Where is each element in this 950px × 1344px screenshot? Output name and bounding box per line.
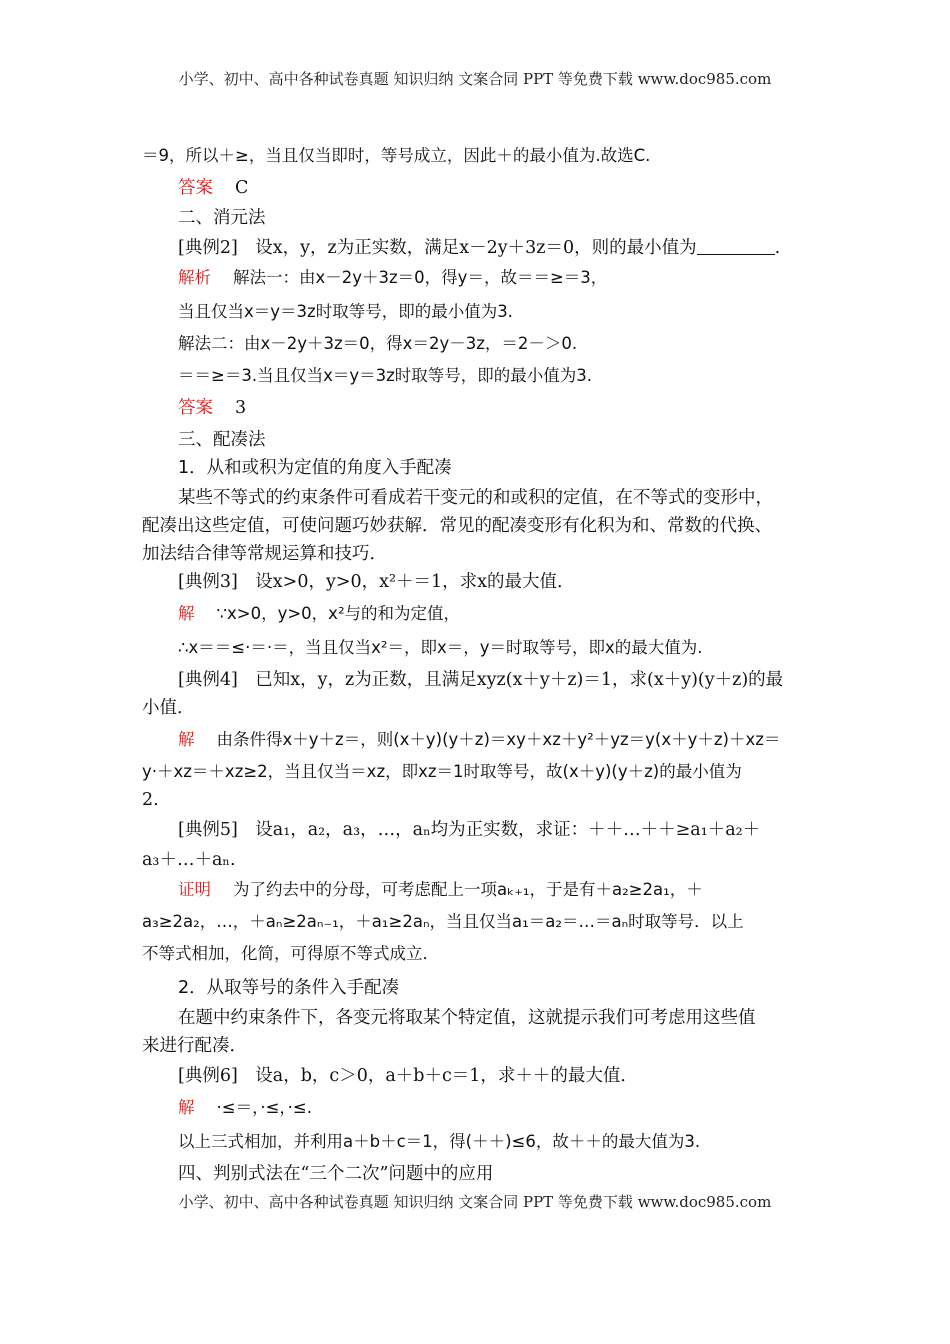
- solution-line: [178, 602, 820, 626]
- answer-line: [178, 396, 820, 420]
- section-heading: 三、配凑法: [178, 430, 266, 450]
- solution-label: 解: [178, 730, 195, 749]
- solution-text: ·≤＝，·≤，·≤.: [216, 1098, 312, 1117]
- answer-blank: [697, 238, 775, 255]
- example-line: 小值．: [142, 698, 195, 718]
- text-line: 以上三式相加，并利用a＋b＋c＝1，得(＋＋)≤6，故＋＋的最大值为3.: [178, 1132, 701, 1151]
- example-line: [典例4] 已知x，y，z为正数，且满足xyz(x＋y＋z)＝1，求(x＋y)(y＋z)的最: [178, 670, 784, 690]
- text-line: y·＋xz＝＋xz≥2，当且仅当＝xz，即xz＝1时取等号，故(x＋y)(y＋z)的最小值为: [142, 762, 742, 781]
- example-text: [典例2] 设x，y，z为正实数，满足x－2y＋3z＝0，则的最小值为: [178, 238, 697, 258]
- text-line: ＝＝≥＝3.当且仅当x＝y＝3z时取等号，即的最小值为3.: [178, 366, 592, 385]
- text-line: 当且仅当x＝y＝3z时取等号，即的最小值为3.: [178, 302, 513, 321]
- proof-text: 为了约去中的分母，可考虑配上一项aₖ₊₁，于是有＋a₂≥2a₁，＋: [233, 880, 703, 899]
- answer-value: 3: [235, 398, 247, 418]
- proof-label: 证明: [178, 880, 211, 899]
- subsection-heading: 1．从和或积为定值的角度入手配凑: [178, 458, 452, 478]
- answer-line: [178, 176, 820, 200]
- paragraph-line: 来进行配凑．: [142, 1036, 247, 1056]
- text-line: 2.: [142, 790, 159, 810]
- solution-text: 由条件得x＋y＋z＝，则(x＋y)(y＋z)＝xy＋xz＋y²＋yz＝y(x＋y＋z)＋xz＝: [216, 730, 781, 749]
- analysis-label: 解析: [178, 268, 211, 287]
- example-line: a₃＋…＋aₙ.: [142, 850, 236, 870]
- proof-line: [178, 878, 820, 902]
- example-line: [典例6] 设a，b，c＞0，a＋b＋c＝1，求＋＋的最大值．: [178, 1066, 638, 1086]
- example-line: [178, 236, 820, 260]
- text-line: ＝9，所以＋≥，当且仅当即时，等号成立，因此＋的最小值为.故选C.: [142, 146, 651, 165]
- page-header: 小学、初中、高中各种试卷真题 知识归纳 文案合同 PPT 等免费下载 www.doc985.com: [178, 70, 772, 88]
- example-line: [典例5] 设a₁，a₂，a₃，…，aₙ均为正实数，求证：＋＋…＋＋≥a₁＋a₂＋: [178, 820, 761, 840]
- analysis-text: 解法一：由x－2y＋3z＝0，得y＝，故＝＝≥＝3，: [233, 268, 608, 287]
- text-line: 不等式相加，化简，可得原不等式成立．: [142, 944, 439, 963]
- answer-value: C: [235, 178, 249, 198]
- text-line: 解法二：由x－2y＋3z＝0，得x＝2y－3z，＝2－＞0.: [178, 334, 578, 353]
- example-end: .: [774, 238, 781, 258]
- solution-line: [178, 1096, 820, 1120]
- analysis-line: [178, 266, 820, 290]
- answer-label: 答案: [178, 398, 213, 418]
- paragraph-line: 在题中约束条件下，各变元将取某个特定值，这就提示我们可考虑用这些值: [178, 1008, 756, 1028]
- solution-label: 解: [178, 604, 195, 623]
- answer-label: 答案: [178, 178, 213, 198]
- section-heading: 二、消元法: [178, 208, 266, 228]
- example-line: [典例3] 设x>0，y>0，x²＋＝1，求x的最大值．: [178, 572, 575, 592]
- paragraph-line: 配凑出这些定值，可使问题巧妙获解．常见的配凑变形有化积为和、常数的代换、: [142, 516, 772, 536]
- text-line: a₃≥2a₂，…，＋aₙ≥2aₙ₋₁，＋a₁≥2aₙ，当且仅当a₁＝a₂＝…＝aₙ时取等号．以上: [142, 912, 744, 931]
- solution-line: [178, 728, 820, 752]
- paragraph-line: 某些不等式的约束条件可看成若干变元的和或积的定值，在不等式的变形中，: [178, 488, 773, 508]
- text-line: ∴x＝＝≤·＝·＝，当且仅当x²＝，即x＝，y＝时取等号，即x的最大值为.: [178, 638, 703, 657]
- subsection-heading: 2．从取等号的条件入手配凑: [178, 978, 400, 998]
- section-heading: 四、判别式法在“三个二次”问题中的应用: [178, 1164, 494, 1184]
- solution-label: 解: [178, 1098, 195, 1117]
- solution-text: ∵x>0，y>0，x²与的和为定值，: [216, 604, 461, 623]
- page-footer: 小学、初中、高中各种试卷真题 知识归纳 文案合同 PPT 等免费下载 www.doc985.com: [178, 1193, 772, 1211]
- paragraph-line: 加法结合律等常规运算和技巧．: [142, 544, 387, 564]
